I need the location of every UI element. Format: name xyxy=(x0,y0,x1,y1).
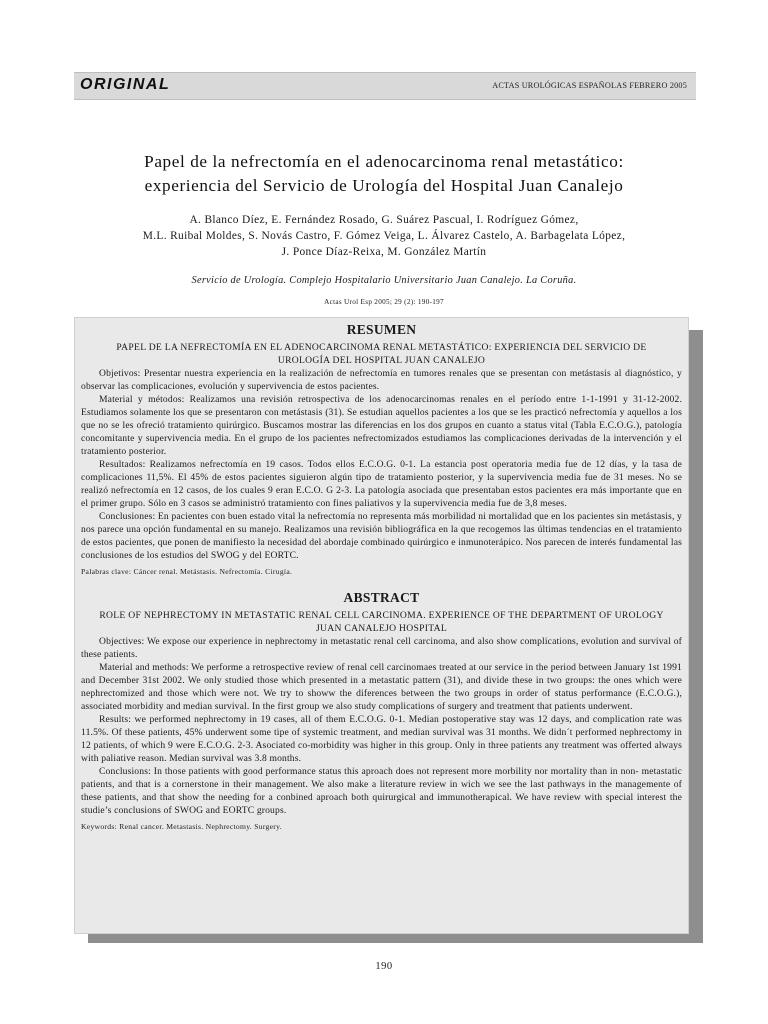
abstract-keywords: Keywords: Renal cancer. Metastasis. Nephrectomy. Surgery. xyxy=(81,822,282,831)
resumen-objetivos: Objetivos: Presentar nuestra experiencia en la realización de nefrectomía en tumores renales que se presentan con metástasis al diagnóstico, y observar las complicaciones, evolución y supervivencia de estos pacientes. xyxy=(81,368,682,392)
section-tag: ORIGINAL xyxy=(80,76,171,93)
resumen-keywords: Palabras clave: Cáncer renal. Metástasis. Nefrectomía. Cirugía. xyxy=(81,567,293,576)
abstract-results: Results: we performed nephrectomy in 19 cases, all of them E.C.O.G. 0-1. Median postoperative stay was 12 days, and complication rate was 11.5%. Of these patients, 45% underwent some tipe of systemic treatment, and median survival was 31 months. We didn´t performed nephrectomy in 12 patients, of which 9 were E.C.O.G. 2-3. Asociated co-morbidity was higher in this group. Only in three patients any treatment was offerted always with paliative reason. Median survival was 3.8 months. xyxy=(81,714,682,764)
abstract-objectives: Objectives: We expose our experience in nephrectomy in metastatic renal cell carcinoma, and also show complications, evolution and survival of these patients. xyxy=(81,636,682,660)
article-title xyxy=(60,150,708,198)
abstract-conclusions: Conclusions: In those patients with good performance status this aproach does not represent more morbility nor mortality than in non- metastatic patients, and that is a cornerstone in their management. We also make a literature review in wich we see the last pathways in the managemente of these patients, and that show the needing for a conbined aproach both quirurgical and immunotherapical. We have review with special interest the studie’s conclusions of SWOG and EORTC groups. xyxy=(81,766,682,816)
header-bar xyxy=(74,72,696,100)
resumen-resultados: Resultados: Realizamos nefrectomía en 19 casos. Todos ellos E.C.O.G. 0-1. La estancia post operatoria media fue de 12 días, y la tasa de complicaciones 11,5%. El 45% de estos pacientes siguieron algún tipo de tratamiento posterior, y la supervivencia media fue de 31 meses. No se realizó nefrectomía en 12 casos, de los cuales 9 eran E.C.O. G 2-3. La patología asociada que presentaban estos pacientes era más importante que en el primer grupo. Sólo en 3 casos se administró tratamiento con fines paliativos y la supervivencia media fue de 3,8 meses. xyxy=(81,459,682,509)
citation: Actas Urol Esp 2005; 29 (2): 190-197 xyxy=(324,298,444,306)
title-line: experiencia del Servicio de Urología del Hospital Juan Canalejo xyxy=(144,176,624,195)
affiliation: Servicio de Urología. Complejo Hospitalario Universitario Juan Canalejo. La Coruña. xyxy=(191,275,577,286)
author-list xyxy=(60,212,708,260)
resumen-heading: RESUMEN xyxy=(346,322,417,337)
authors-line: J. Ponce Díaz-Reixa, M. González Martín xyxy=(281,246,487,258)
resumen-subtitle: PAPEL DE LA NEFRECTOMÍA EN EL ADENOCARCINOMA RENAL METASTÁTICO: EXPERIENCIA DEL SERVICIO DE UROLOGÍA DEL HOSPITAL JUAN CANALEJO xyxy=(116,342,647,366)
journal-running-header: ACTAS UROLÓGICAS ESPAÑOLAS FEBRERO 2005 xyxy=(492,81,687,90)
authors-line: A. Blanco Díez, E. Fernández Rosado, G. Suárez Pascual, I. Rodríguez Gómez, xyxy=(189,214,579,226)
abstract-methods: Material and methods: We performe a retrospective review of renal cell carcinomaes treated at our service in the period between January 1st 1991 and December 31st 2002. We only studied those which presented in a metastatic pattern (31), and divide these in two groups: the ones which were nephrectomized and those which were not. We try to showw the diferences between the two groups in order of status performance (E.C.O.G.), associated morbidity and median survival. In the first group we also study complications of surgery and treatment that patients underwent. xyxy=(81,662,682,712)
abstract-box xyxy=(74,317,689,934)
resumen-conclusiones: Conclusiones: En pacientes con buen estado vital la nefrectomía no representa más morbilidad ni mortalidad que en los pacientes sin metástasis, y nos parece una opción fundamental en su manejo. Realizamos una revisión bibliográfica en la que recogemos las últimas tendencias en el tratamiento de estos pacientes, que ponen de manifiesto la necesidad del abordaje combinado quirúrgico e inmunoterápico. Nos parecen de interés fundamental las conclusiones de los estudios del SWOG y del EORTC. xyxy=(81,511,682,561)
title-line: Papel de la nefrectomía en el adenocarcinoma renal metastático: xyxy=(144,152,624,171)
abstract-subtitle: ROLE OF NEPHRECTOMY IN METASTATIC RENAL CELL CARCINOMA. EXPERIENCE OF THE DEPARTMENT OF UROLOGY JUAN CANALEJO HOSPITAL xyxy=(99,610,664,634)
resumen-metodos: Material y métodos: Realizamos una revisión retrospectiva de los adenocarcinomas renales en el período entre 1-1-1991 y 31-12-2002. Estudiamos solamente los que se presentaron con metástasis (31). Se estudian aquellos pacientes a los que se les practicó nefrectomía y aquellos a los que no se les ofreció tratamiento quirúrgico. Buscamos mostrar las diferencias en los dos grupos en cuanto a status vital (Tabla E.C.O.G.), patología concomitante y supervivencia media. En el grupo de los pacientes nefrectomizados estudiamos las complicaciones derivadas de la intervención y el tratamiento posterior. xyxy=(81,394,682,457)
authors-line: M.L. Ruibal Moldes, S. Novás Castro, F. Gómez Veiga, L. Álvarez Castelo, A. Barbagelata López, xyxy=(142,230,626,242)
abstract-heading: ABSTRACT xyxy=(343,590,420,605)
page-number: 190 xyxy=(375,961,393,972)
